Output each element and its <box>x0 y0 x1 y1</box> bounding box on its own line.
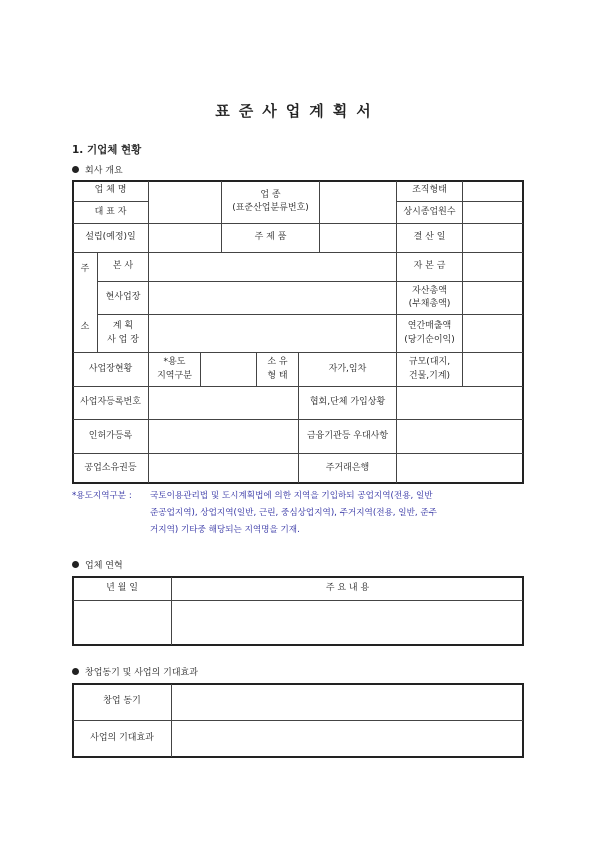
label-revenue: 연간매출액 (당기순이익) <box>404 321 455 345</box>
note-line-1: 국토이용관리법 및 도시계획법에 의한 지역을 기입하되 공업지역(전용, 일반 <box>150 491 433 501</box>
history-heading <box>72 558 123 571</box>
note-label: *용도지역구분 : <box>72 491 132 501</box>
label-capital: 자 본 금 <box>413 261 446 272</box>
motivation-heading <box>72 665 198 678</box>
label-main-product: 주 제 품 <box>254 232 287 243</box>
label-assets: 자산총액 (부채총액) <box>408 285 451 309</box>
label-ownership: 소 유 형 태 <box>267 357 288 381</box>
label-industry-sub: (표준산업분류번호) <box>232 203 309 213</box>
ownership-value: 자가,임차 <box>328 363 367 374</box>
label-finance-pref: 금융기관등 우대사항 <box>306 430 389 441</box>
section-heading: 1. 기업체 현황 <box>72 144 142 156</box>
label-founded: 설립(예정)일 <box>85 232 136 243</box>
label-org-type: 조직형태 <box>412 185 447 196</box>
label-ceo: 대 표 자 <box>94 206 127 217</box>
label-scale: 규모(대지, 건물,기계) <box>408 357 451 381</box>
motivation-heading-text: 창업동기 및 사업의 기대효과 <box>85 668 198 678</box>
label-fiscal-end: 결 산 일 <box>413 232 446 243</box>
label-head-office: 본 사 <box>112 261 134 272</box>
history-col-content: 주 요 내 용 <box>325 582 370 593</box>
bullet-icon <box>72 668 79 675</box>
label-industry-main: 업 종 <box>260 189 281 200</box>
overview-heading-text: 회사 개요 <box>85 166 123 176</box>
label-address-1: 주 <box>80 264 90 275</box>
label-zone-type: *용도 지역구분 <box>157 357 192 381</box>
label-employees: 상시종업원수 <box>403 206 456 217</box>
document-title: 표준사업계획서 <box>215 102 380 120</box>
label-expected-effect: 사업의 기대효과 <box>90 733 154 744</box>
label-address-2: 소 <box>80 322 90 333</box>
label-biz-reg-no: 사업자등록번호 <box>80 397 141 408</box>
bullet-icon <box>72 166 79 173</box>
label-ip: 공업소유권등 <box>84 462 137 473</box>
label-permits: 인허가등록 <box>88 430 133 441</box>
note-line-3: 거지역) 기타중 해당되는 지역명을 기재. <box>150 525 300 535</box>
label-planned-site: 계 획 사 업 장 <box>107 321 139 345</box>
label-bank: 주거래은행 <box>325 462 370 473</box>
label-motivation: 창업 동기 <box>103 696 141 707</box>
label-company-name: 업 체 명 <box>94 185 127 196</box>
label-site: 현사업장 <box>105 292 141 303</box>
label-industry <box>222 181 319 223</box>
history-heading-text: 업체 연혁 <box>85 561 123 571</box>
label-associations: 협회,단체 가입상황 <box>309 397 386 408</box>
overview-heading <box>72 163 123 176</box>
label-workplace-status: 사업장현황 <box>88 363 133 374</box>
note-line-2: 준공업지역), 상업지역(일반, 근린, 중심상업지역), 주거지역(전용, 일반, 준주 <box>150 508 437 518</box>
bullet-icon <box>72 561 79 568</box>
history-col-date: 년 월 일 <box>106 582 138 593</box>
